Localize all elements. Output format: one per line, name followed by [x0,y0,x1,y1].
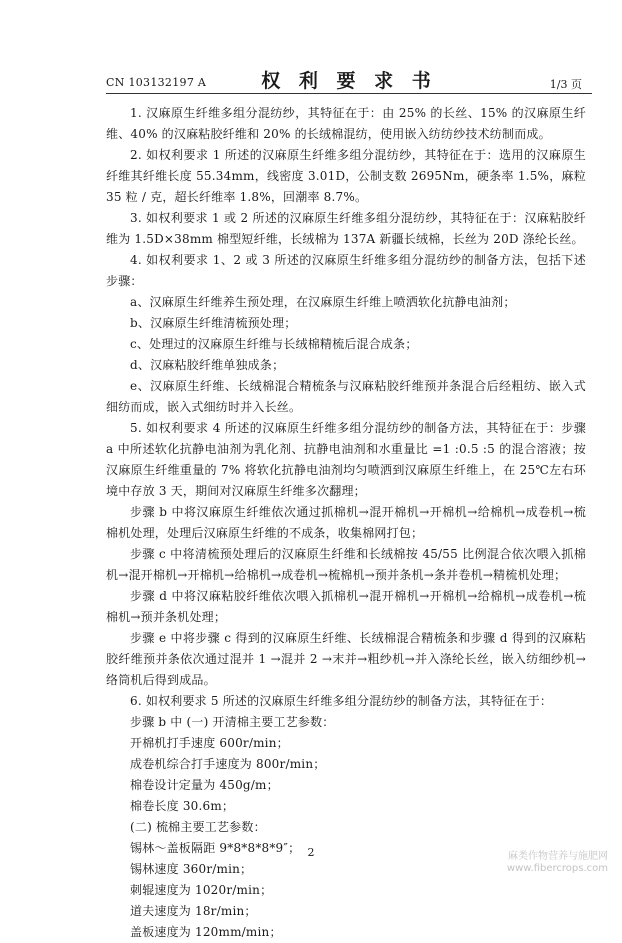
param-line: 锡林～盖板隔距 9*8*8*8*9″； [130,841,301,855]
watermark-text: 麻类作物营养与施肥网 [508,851,608,862]
param-line: 开棉机打手速度 600r/min； [130,736,289,750]
param-line: 锡林速度 360r/min； [130,862,253,876]
param-line: 刺辊速度为 1020r/min； [130,883,273,897]
claim-5: 5. 如权利要求 4 所述的汉麻原生纤维多组分混纺纱的制备方法，其特征在于：步骤 a 中所述软化抗静电油剂为乳化剂、抗静电油剂和水重量比 =1 :0.5 :5 的混合溶液；按汉麻原生纤维重量的 7% 将软化抗静电油剂均匀喷洒到汉麻原生纤维上，在 25℃左右环境中存放 3 天，期间对汉麻原生纤维多次翻理； [106,421,586,498]
claim-2: 2. 如权利要求 1 所述的汉麻原生纤维多组分混纺纱，其特征在于：选用的汉麻原生纤维其纤维长度 55.34mm，线密度 3.01D，公制支数 2695Nm，硬条率 1.5%，麻粒 35 粒 / 克，超长纤维率 1.8%，回潮率 8.7%。 [106,148,586,204]
watermark [507,851,608,875]
section-1-title: 步骤 b 中 (一) 开清棉主要工艺参数： [130,715,335,729]
page-title: 权 利 要 求 书 [261,70,437,92]
claim-3: 3. 如权利要求 1 或 2 所述的汉麻原生纤维多组分混纺纱，其特征在于：汉麻粘胶纤维为 1.5D×38mm 棉型短纤维，长绒棉为 137A 新疆长绒棉，长丝为 20D 涤纶长丝。 [106,211,586,246]
param-line: 道夫速度为 18r/min； [130,904,257,918]
param-line: 棉卷长度 30.6m； [130,799,235,813]
page-number: 2 [307,846,315,859]
claim-4: 4. 如权利要求 1、2 或 3 所述的汉麻原生纤维多组分混纺纱的制备方法，包括下述步骤： [106,253,586,288]
header-divider [106,93,592,94]
section-2-title: (二) 梳棉主要工艺参数： [130,820,266,834]
page-indicator: 1/3 页 [549,78,582,91]
patent-number: CN 103132197 A [106,76,207,89]
page-header [106,64,592,90]
param-line: 成卷机综合打手速度为 800r/min； [130,757,326,771]
step-d: d、汉麻粘胶纤维单独成条； [130,358,285,372]
claims-body [106,103,586,943]
claim-5-step-b: 步骤 b 中将汉麻原生纤维依次通过抓棉机→混开棉机→开棉机→给棉机→成卷机→梳棉机处理，处理后汉麻原生纤维的不成条，收集棉网打包； [106,505,586,540]
step-e: e、汉麻原生纤维、长绒棉混合精梳条与汉麻粘胶纤维预并条混合后经粗纺、嵌入式细纺而成，嵌入式细纺时并入长丝。 [106,379,586,414]
step-b: b、汉麻原生纤维清梳预处理； [130,316,297,330]
claim-5-step-d: 步骤 d 中将汉麻粘胶纤维依次喂入抓棉机→混开棉机→开棉机→给棉机→成卷机→梳棉机→预并条机处理； [106,589,586,624]
param-line: 棉卷设计定量为 450g/m； [130,778,279,792]
step-a: a、汉麻原生纤维养生预处理，在汉麻原生纤维上喷洒软化抗静电油剂； [130,295,516,309]
claim-5-step-e: 步骤 e 中将步骤 c 得到的汉麻原生纤维、长绒棉混合精梳条和步骤 d 得到的汉麻粘胶纤维预并条依次通过混并 1 →混并 2 →末并→粗纱机→并入涤纶长丝，嵌入纺细纱机→络筒机后得到成品。 [106,631,586,687]
claim-6: 6. 如权利要求 5 所述的汉麻原生纤维多组分混纺纱的制备方法，其特征在于： [130,694,553,708]
param-line: 盖板速度为 120mm/min； [130,925,282,939]
step-c: c、处理过的汉麻原生纤维与长绒棉精梳后混合成条； [130,337,418,351]
claim-5-step-c: 步骤 c 中将清梳预处理后的汉麻原生纤维和长绒棉按 45/55 比例混合依次喂入抓棉机→混开棉机→开棉机→给棉机→成卷机→梳棉机→预并条机→条并卷机→精梳机处理； [106,547,586,582]
claim-1: 1. 汉麻原生纤维多组分混纺纱，其特征在于：由 25% 的长丝、15% 的汉麻原生纤维、40% 的汉麻粘胶纤维和 20% 的长绒棉混纺，使用嵌入纺纺纱技术纺制而成。 [106,106,586,141]
watermark-url: www.fibercrops.com [506,863,608,874]
